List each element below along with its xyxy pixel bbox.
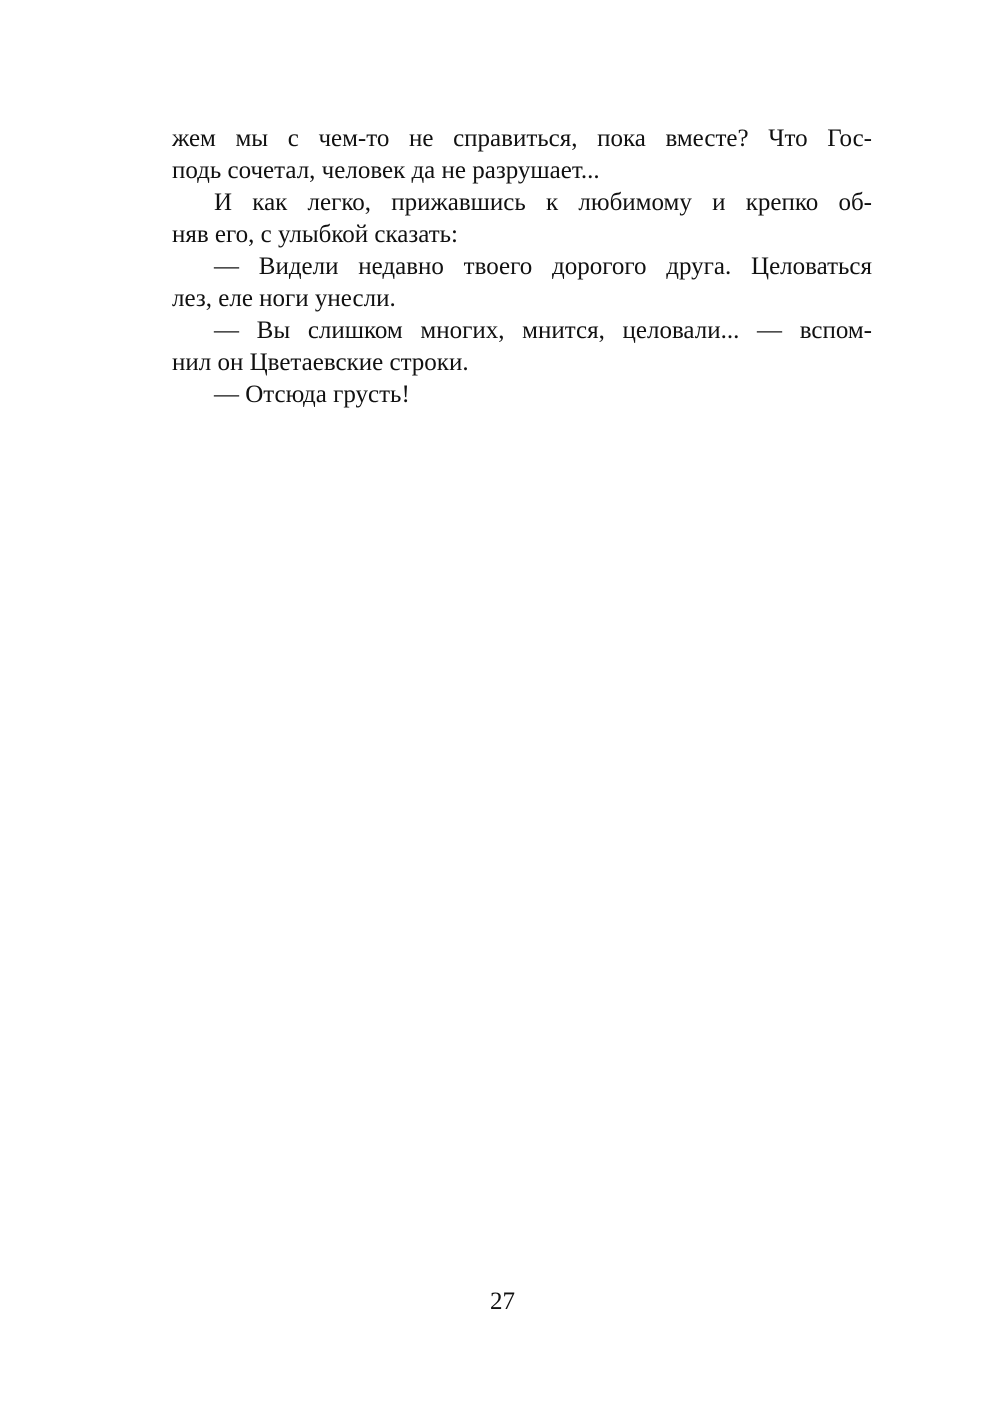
text-line: няв его, с улыбкой сказать: [172,221,458,248]
text-line: лез, еле ноги унесли. [172,285,396,312]
text-line: — Отсюда грусть! [214,381,410,408]
body-text [172,123,872,411]
text-line: нил он Цветаевские строки. [172,349,469,376]
text-line: — Видели недавно твоего дорогого друга. Целоваться [214,253,872,280]
text-line: — Вы слишком многих, мнится, целовали... — вспом- [214,317,872,344]
page-number: 27 [490,1288,515,1315]
text-line: жем мы с чем-то не справиться, пока вместе? Что Гос- [172,125,872,152]
text-line: И как легко, прижавшись к любимому и крепко об- [214,189,872,216]
text-line: подь сочетал, человек да не разрушает... [172,157,600,184]
